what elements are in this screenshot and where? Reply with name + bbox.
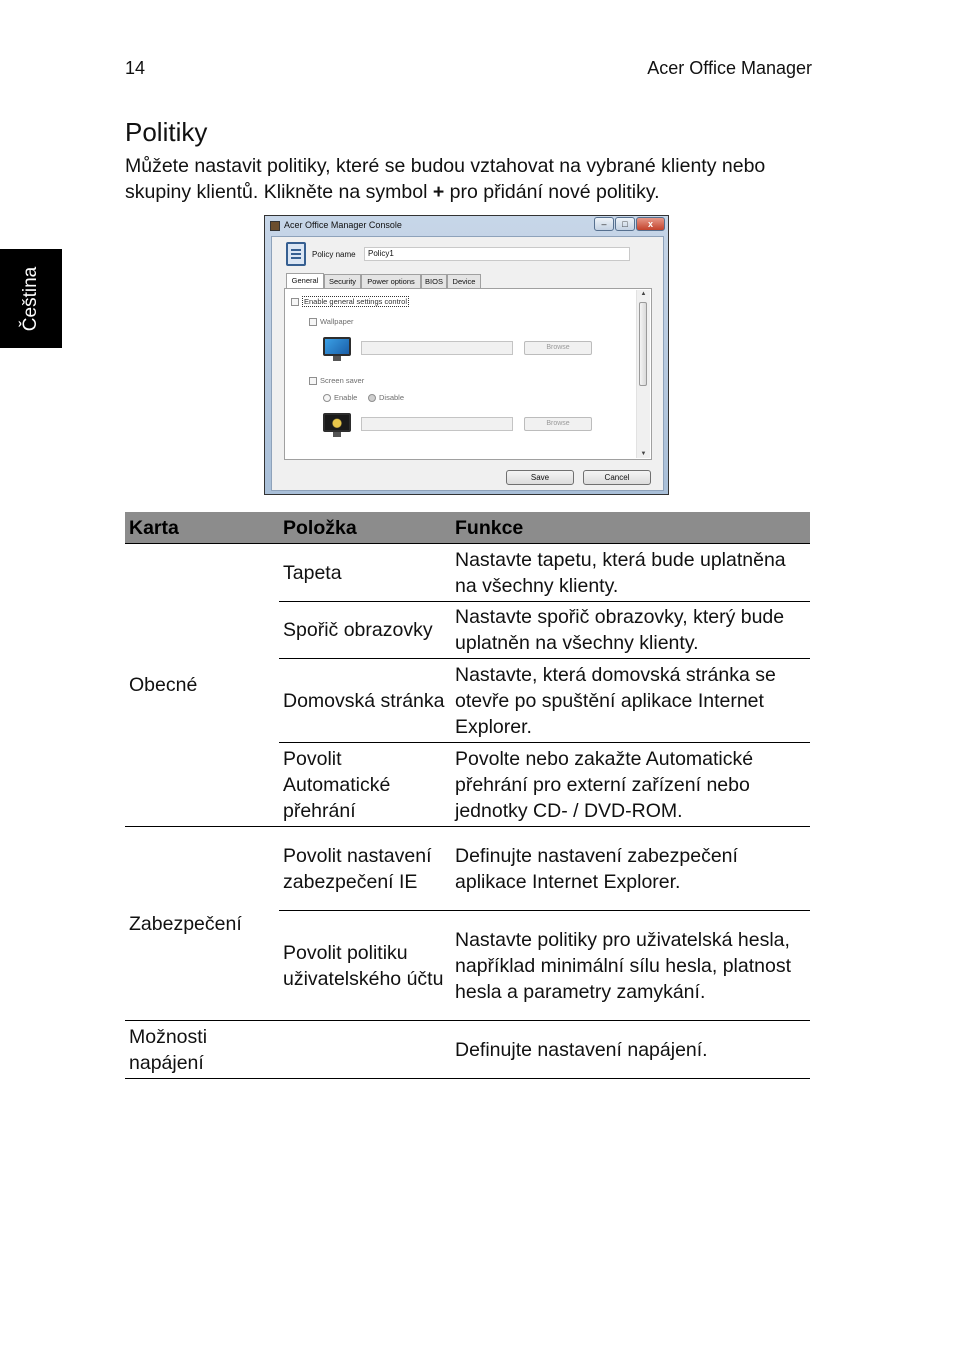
policy-table (125, 512, 810, 1079)
screen-saver-label: Screen saver (320, 376, 365, 385)
tab-power-options[interactable]: Power options (361, 274, 421, 288)
funkce-cell: Povolte nebo zakažte Automatické přehrání pro externí zařízení nebo jednotky CD- / DVD-ROM. (451, 743, 810, 827)
minimize-button[interactable]: – (594, 217, 614, 231)
tab-panel-general (284, 288, 652, 460)
console-window (264, 215, 669, 495)
intro-text-before: Můžete nastavit politiky, které se budou vztahovat na vybrané klienty nebo skupiny klientů. Klikněte na symbol (125, 155, 766, 203)
section-title: Politiky (125, 117, 208, 147)
enable-radio-label: Enable (334, 393, 358, 402)
panel-scrollbar[interactable]: ▲ ▼ (636, 290, 650, 458)
polozka-cell (279, 1021, 451, 1079)
funkce-cell: Definujte nastavení napájení. (451, 1021, 810, 1079)
window-client (271, 236, 664, 491)
funkce-cell: Nastavte tapetu, která bude uplatněna na všechny klienty. (451, 544, 810, 602)
running-title: Acer Office Manager (647, 58, 812, 78)
funkce-cell: Definujte nastavení zabezpečení aplikace Internet Explorer. (451, 827, 810, 911)
intro-text-after: pro přidání nové politiky. (444, 181, 660, 203)
tab-general[interactable]: General (286, 273, 324, 288)
funkce-cell: Nastavte, která domovská stránka se otevře po spuštění aplikace Internet Explorer. (451, 659, 810, 743)
header-karta: Karta (125, 512, 279, 544)
funkce-cell: Nastavte politiky pro uživatelská hesla, například minimální sílu hesla, platnost hesla a parametry zamykání. (451, 911, 810, 1021)
polozka-cell: Povolit Automatické přehrání (279, 743, 451, 827)
wallpaper-checkbox[interactable] (309, 318, 317, 326)
save-button[interactable]: Save (506, 470, 574, 485)
screensaver-icon (323, 413, 351, 437)
wallpaper-label: Wallpaper (320, 317, 354, 326)
polozka-cell: Povolit politiku uživatelského účtu (279, 911, 451, 1021)
polozka-cell: Domovská stránka (279, 659, 451, 743)
policy-name-label: Policy name (312, 250, 356, 259)
tab-device[interactable]: Device (447, 274, 481, 288)
disable-radio-label: Disable (379, 393, 405, 402)
tab-security[interactable]: Security (324, 274, 361, 288)
section-intro (125, 153, 825, 205)
karta-cell: Možnosti napájení (125, 1021, 279, 1079)
maximize-button[interactable]: □ (615, 217, 635, 231)
window-titlebar (265, 216, 668, 236)
screensaver-browse-button[interactable]: Browse (524, 417, 592, 431)
table-row (125, 1021, 810, 1079)
enable-radio[interactable] (323, 394, 331, 402)
karta-cell: Zabezpečení (125, 827, 279, 1021)
header-polozka: Položka (279, 512, 451, 544)
tab-bios[interactable]: BIOS (421, 274, 447, 288)
monitor-icon (323, 337, 351, 361)
disable-radio[interactable] (368, 394, 376, 402)
app-icon (270, 221, 280, 231)
close-button[interactable]: x (636, 217, 665, 231)
policy-name-input[interactable]: Policy1 (364, 247, 630, 261)
screensaver-path-field[interactable] (361, 417, 513, 431)
enable-general-checkbox[interactable] (291, 298, 299, 306)
page-number: 14 (125, 58, 146, 78)
language-side-tab (0, 249, 62, 348)
wallpaper-path-field[interactable] (361, 341, 513, 355)
cancel-button[interactable]: Cancel (583, 470, 651, 485)
funkce-cell: Nastavte spořič obrazovky, který bude uplatněn na všechny klienty. (451, 602, 810, 659)
wallpaper-browse-button[interactable]: Browse (524, 341, 592, 355)
screen-saver-checkbox[interactable] (309, 377, 317, 385)
polozka-cell: Tapeta (279, 544, 451, 602)
table-row (125, 827, 810, 911)
policy-list-icon (286, 242, 306, 266)
polozka-cell: Spořič obrazovky (279, 602, 451, 659)
enable-general-label: Enable general settings control (304, 297, 407, 306)
table-row (125, 544, 810, 602)
polozka-cell: Povolit nastavení zabezpečení IE (279, 827, 451, 911)
plus-symbol: + (432, 181, 445, 203)
header-funkce: Funkce (451, 512, 810, 544)
karta-cell: Obecné (125, 544, 279, 827)
table-header-row (125, 512, 810, 544)
language-label: Čeština (20, 266, 41, 332)
window-title: Acer Office Manager Console (284, 220, 402, 230)
scrollbar-thumb[interactable] (639, 302, 647, 386)
